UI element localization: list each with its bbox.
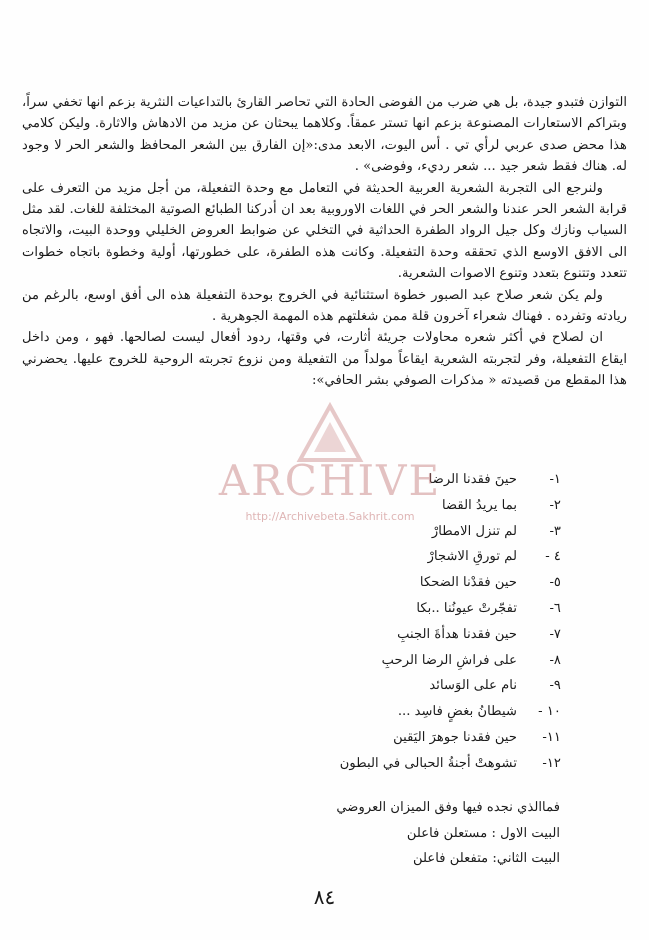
poem-line: [221, 648, 561, 674]
poem-line: [221, 570, 561, 596]
poem-line-text: لم تورقِ الاشجارْ: [427, 549, 517, 565]
poem-line-number: ٥-: [549, 575, 561, 591]
poem-line-text: على فراشِ الرضا الرحبِ: [381, 652, 517, 668]
poem-line-number: ١-: [549, 472, 561, 487]
poem-line: [221, 544, 561, 570]
meter-line-1: البيت الاول : مستعلن فاعلن: [406, 825, 560, 841]
meter-analysis: [336, 795, 560, 872]
poem-line-number: ٨-: [549, 652, 561, 668]
poem-line-number: ٤ -: [545, 549, 561, 565]
poem-line-text: تشوهتْ أجنةُ الحبالى في البطون: [339, 755, 517, 771]
paragraph-3: ولم يكن شعر صلاح عبد الصبور خطوة استثنائية في الخروج بوحدة التفعيلة هذه الى أفق اوسع، بالرغم من ريادته وتفرده . فهناك شعراء آخرون قلة ممن شغلتهم هذه المهمة الجوهرية .: [22, 287, 627, 325]
poem-line: [221, 596, 561, 622]
poem-line-number: ٣-: [549, 523, 561, 539]
poem-line-number: ١٠ -: [538, 704, 561, 720]
poem-line: [221, 467, 561, 493]
poem-line-text: تفجّرتْ عيونُنا ..بكا: [416, 600, 517, 616]
poem-line-number: ٩-: [549, 678, 561, 694]
poem-line: [221, 725, 561, 751]
poem-line-text: نام على الوَسائد: [429, 678, 517, 694]
poem-line-text: حين فقدنا هدأةَ الجنبِ: [397, 626, 517, 642]
watermark-title: ARCHIVE: [218, 456, 442, 505]
page-number: ٨٤: [313, 885, 336, 909]
archive-logo-icon: [290, 400, 370, 470]
poem-line-text: بما يريدُ القضا: [441, 497, 517, 513]
poem-line-text: حين فقدنا جوهرَ اليَقين: [393, 729, 517, 745]
poem-line: [221, 699, 561, 725]
poem-line-number: ٧-: [549, 626, 561, 642]
poem-line: [221, 519, 561, 545]
poem-line-text: حين فقدْنا الضحكا: [419, 575, 517, 591]
meter-line-2: البيت الثاني: متفعلن فاعلن: [412, 851, 560, 866]
watermark-url: http://Archivebeta.Sakhrit.com: [245, 510, 415, 523]
poem-line-number: ٦-: [549, 600, 561, 616]
poem-line: [221, 673, 561, 699]
paragraph-1: التوازن فتبدو جيدة، بل هي ضرب من الفوضى الحادة التي تحاصر القارئ بالتداعيات النثرية بزعم انها تخفي سراً، وبتراكم الاستعارات المصنوعة بزعم انها تستر عمقاً. وكلاهما يبحثان عن مزيد من الادهاش والاثارة. وليكن كلامي هذا محض صدى عربي لرأي تي . أس اليوت، الابعد مدى:«إن الفارق بين الشعر المحافظ والشعر الحر لا وجود له. هناك فقط شعر جيد ... شعر رديء، وفوضى» .: [22, 95, 627, 175]
poem-line: [221, 622, 561, 648]
poem-line-number: ٢-: [549, 497, 561, 513]
poem-line-text: حينَ فقدنا الرضا: [428, 472, 517, 487]
paragraph-2: ولنرجع الى التجربة الشعرية العربية الحديثة في التعامل مع وحدة التفعيلة، من أجل مزيد من التعرف على قرابة الشعر الحر عندنا والشعر الحر في اللغات الاوروبية بعد ان أدركنا الطبائع الصوتية المختلفة للغات. لقد مثل السياب ونازك وكل جيل الرواد الطفرة الحداثية في التخلي عن ضوابط العروض الخليلي ووحدة البيت، والاتجاه الى الافق الاوسع الذي تحققه وحدة التفعيلة. وكانت هذه الطفرة، على خطورتها، أولية وخطوة باتجاه خطوات تتعدد وتتنوع بتعدد وتنوع الاصوات الشعرية.: [22, 180, 627, 282]
meter-intro: فماالذي نجده فيها وفق الميزان العروضي: [336, 800, 560, 815]
poem-line-number: ١٢-: [542, 755, 561, 771]
poem-line: [221, 493, 561, 519]
poem-line-text: شيطانُ بغضٍ فاسِد ...: [397, 704, 517, 720]
paragraph-4: ان لصلاح في أكثر شعره محاولات جريئة أثارت، في وقتها، ردود أفعال ليست لصالحها. فهو ، ومن داخل ايقاع التفعيلة، وفر لتجربته الشعرية ايقاعاً مولداً من التفعيلة ومن نزوع تجربته الروحية للخروج عليها. يحضرني هذا المقطع من قصيدته « مذكرات الصوفي بشر الحافي»:: [22, 330, 627, 389]
poem-line-text: لم تنزل الامطارْ: [431, 523, 517, 539]
poem-line-number: ١١-: [542, 729, 561, 745]
body-text: [22, 92, 627, 392]
poem-excerpt: [221, 467, 561, 777]
poem-line: [221, 751, 561, 777]
